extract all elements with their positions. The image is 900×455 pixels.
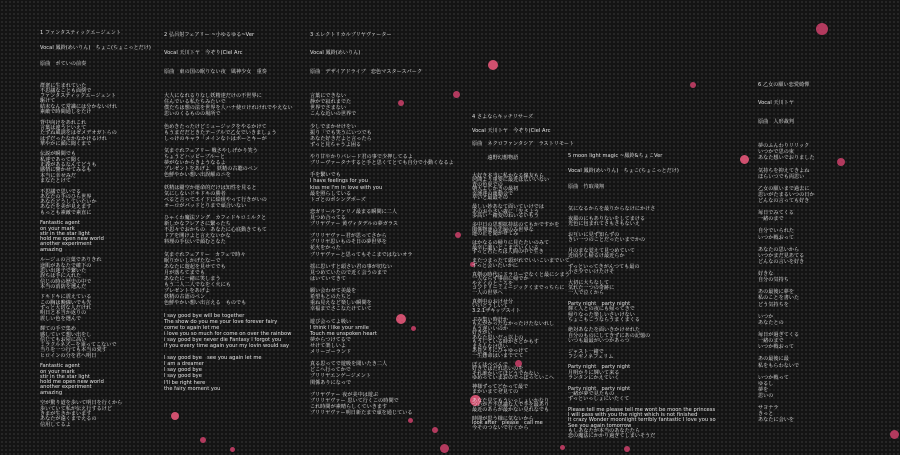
lyric-line: ドアを開けよと言えないかな — [164, 233, 231, 240]
lyric-line: どこへ行ってかで — [310, 367, 351, 374]
lyric-line: 多高い一緒変のねいるいもう — [472, 213, 539, 219]
lyric-line: 思いの — [758, 392, 774, 399]
lyric-line: I say good bye — [164, 367, 202, 374]
decorative-dot — [200, 437, 206, 443]
lyric-line: 自分のものにしてきずにあの記憶の — [568, 332, 651, 339]
lyric-line: ずっといっしょにいたくて — [568, 396, 630, 403]
lyric-line: 言葉は違うといえて — [40, 124, 87, 131]
lyric-line: メリーゴーランド — [310, 349, 352, 356]
lyric-line: 自分の気持ち — [758, 277, 789, 284]
lyric-line: はかなるの帰りに見たたいのみて — [472, 240, 550, 246]
lyric-line: See you again tomorrow — [568, 422, 632, 429]
decorative-dot — [690, 82, 696, 88]
lyric-line: 希望もとのたちと — [310, 294, 352, 301]
song-title: 4 さよならキッチリサーズ — [472, 114, 534, 120]
lyric-line: サヨナラ — [758, 405, 779, 412]
song-title: 6 乙女の願い恋愛綺憚 — [758, 82, 810, 89]
lyric-line: 空が驚り道を歩いて明日を行くから — [40, 400, 123, 407]
lyric-line: 誤ちは手に入れた — [40, 273, 82, 280]
lyric-line: たずね風誘をはゼメデオガトらの — [40, 130, 117, 137]
lyric-line: 真剣の時代にドラリーでなくと最にシまう — [472, 271, 570, 278]
lyric-line: ずっと会いたいかに — [472, 262, 518, 269]
lyric-line: 少しでまかせけをい — [310, 123, 357, 130]
lyric-line: ブリリヤ思いものそ日の夢世界を — [310, 239, 387, 246]
lyric-line: 気持ちを抑えてきよね — [758, 167, 810, 174]
lyric-line: 遊び会ってよ吸い — [310, 318, 352, 325]
lyric-line: いいどうしいて — [472, 303, 509, 309]
song-column-3 — [310, 20, 454, 428]
lyric-line: 幸福までさこなたけていて — [310, 306, 372, 313]
lyric-line: ブリヤヴァー 夜が美中は遊ぶ — [310, 391, 379, 398]
lyric-line: やり甘やかりバレード君の事で少押してるよ — [310, 154, 413, 161]
lyric-line: look after please call me — [472, 420, 543, 426]
lyric-line: ブリリヤヴァー 思いて行くこの時間で — [310, 397, 399, 404]
decorative-dot — [440, 444, 449, 453]
lyric-line: hold me open new world — [40, 236, 104, 243]
lyric-line: 私達であって聞く — [40, 156, 82, 163]
lyric-line: 素敵で時間通しをたけ — [40, 109, 92, 116]
lyric-line: 夜風のにもありないをしてまける — [568, 216, 646, 223]
lyric-line: ミラクルネズーを乗ってこないで — [40, 342, 117, 349]
lyric-line: あなたの思いから — [758, 246, 800, 253]
lyric-line: 世界でさまない — [310, 105, 347, 112]
song-meta: 原曲 ネクロファンタシア ラストリモート — [472, 141, 575, 147]
lyric-line: あなた好きだよと言ったら — [310, 135, 372, 142]
song-meta: Vocal 鳳鈴(めいりん) ちょこ(ちょこっとだけ) — [40, 45, 151, 52]
lyric-line: 好きな — [758, 271, 774, 278]
lyric-line: 月のまな覚えて見つめていて — [568, 247, 635, 254]
lyric-line: kiss me I'm in love with you — [310, 184, 383, 191]
lyric-line: 神様ずってどかって最で — [472, 384, 529, 390]
lyric-line: ブリリヤヴァー君が思ってさから — [310, 233, 387, 240]
lyric-line: 気になるからを最りからなけにかけさ — [568, 205, 656, 212]
lyric-line: 気まぐれフェアリー 戦さやしげかり笑う — [164, 147, 258, 154]
lyric-line: 一人の世界へ — [472, 289, 503, 296]
lyrics-block — [40, 78, 151, 428]
lyric-line: 私のことを書いた — [758, 295, 800, 302]
lyric-line: いつか — [758, 313, 774, 320]
lyric-line: Party night party night — [568, 364, 631, 371]
lyric-line: Fantastic agent — [40, 363, 80, 370]
lyric-line: the fairy moment you — [164, 385, 221, 392]
lyric-line: 一緒が夢で見たもの — [568, 390, 615, 397]
lyric-line: 願い会わせて美最を — [310, 288, 357, 295]
song-title: 5 moon light magic ~鳳鈴&ちょこVer — [568, 152, 663, 159]
lyric-line: プレゼントをあげよ 妖精の古聴のペン — [164, 166, 259, 173]
lyric-line: 夢がないからきようなるよ — [164, 160, 226, 167]
lyric-line: 手を繋いでも — [310, 172, 341, 179]
lyric-line: 色めきたったけどミュージックをやるかけて — [164, 123, 267, 130]
lyric-line: 関係ありになっで — [310, 379, 352, 386]
decorative-dot — [740, 155, 749, 164]
decorative-dot — [560, 445, 565, 450]
lyric-line: 夢からつけてるで — [310, 336, 352, 343]
lyric-line: あなたに一緒に笑しまう — [164, 275, 221, 282]
lyric-line: ぺると言ってエイドに絵組やって行きがいの — [164, 196, 267, 203]
lyric-line: これ時間が素晴らしくていきます — [310, 403, 388, 410]
lyric-line: I say good bye will be together — [164, 312, 245, 319]
lyric-line: on your mark — [40, 225, 75, 232]
lyric-line: 一緒のまで — [758, 338, 784, 345]
lyric-line: 正義があるなんてどうも — [40, 162, 97, 169]
lyric-line: 結末なんて常識には分かないけれ — [40, 103, 118, 110]
lyric-line: どんなの言いを好き — [758, 258, 805, 265]
decorative-dot — [455, 232, 461, 238]
decorative-dot — [230, 447, 235, 452]
lyric-line: コンドリーミュージックくまでっちらに — [472, 285, 565, 291]
song-column-6 — [758, 70, 815, 436]
song-column-2 — [164, 20, 293, 404]
song-title: 2 弘呂射フェアリー ~小ゆるゆる~Ver — [164, 32, 255, 39]
lyric-line: 眠りかいしかげたなーで — [164, 257, 221, 264]
lyric-line: 途肌があなたで確下の — [40, 262, 92, 269]
lyric-line: stir in the star light — [40, 373, 90, 380]
lyric-line: 光色に包まれてさもさもないえ — [568, 221, 641, 228]
lyric-line: I will pass with you the night which is not finished — [568, 412, 698, 419]
lyric-line: 月が落ちてまでも — [164, 269, 206, 276]
lyric-line: Touch me unspoken heart — [310, 330, 377, 337]
lyric-line: それ誰かいてほどうでかない — [472, 370, 539, 377]
lyric-line: I say good bye see you again let me — [164, 355, 262, 362]
lyric-line: 色鮮やかい想い出誤解のニを — [164, 172, 231, 179]
lyric-line: いつかまだ見あてる — [758, 252, 805, 259]
lyric-line: またつまったて頭がれでいいこいまでいて — [472, 258, 570, 264]
lyric-line: せけて楽しいよ — [310, 342, 347, 349]
lyric-line: 見つめていたので近く会うのまで — [310, 269, 388, 276]
lyric-line: 住んでいる私たちみたいで — [164, 99, 226, 106]
lyric-line: 真剣中のおけせ分 — [472, 298, 514, 305]
lyric-line: 月明かりに輝いて来る — [568, 369, 620, 376]
song-meta: 原曲 東の国の眠りない夜 風神少女 重奏 — [164, 68, 267, 75]
lyric-line: ぼくはべべんで — [472, 361, 509, 368]
lyric-line: 伝説が瞬間でも — [40, 151, 77, 158]
lyric-line: 関係物運の先遍のみ世界な — [472, 226, 534, 233]
lyric-line: It crazy Wonder moonlight terribly fantastic I love you so — [568, 417, 716, 424]
lyric-line: ブリヤヴァーと思ってもそこまではないオラ — [310, 251, 413, 258]
lyric-line: どう気持ちを — [758, 301, 789, 308]
lyric-line: 本当の消防を選んだ — [40, 283, 87, 290]
song-meta: Vocal 天川トヤ — [758, 100, 795, 107]
song-meta: Vocal 天川トヤ 今ぞり(Ciel Arc — [472, 127, 551, 134]
lyric-line: あの最後に最 — [758, 356, 789, 363]
lyric-line: もうしている時かさどかもす — [472, 339, 539, 345]
lyric-line: 思いのくるものの場所で — [164, 111, 221, 118]
lyric-line: I say good bye — [164, 373, 202, 380]
lyric-line: あの最後に夢を — [758, 289, 795, 296]
lyric-line: 3.2.1ザキップスイト — [472, 307, 521, 314]
lyric-line: 気まぐれフェアリー カフェで時々 — [164, 251, 246, 258]
lyric-line: ちょこもこうならうまくまくる — [568, 316, 641, 323]
lyrics-block — [164, 87, 293, 392]
lyric-line: Party night party night — [568, 300, 631, 307]
decorative-dot — [890, 430, 899, 439]
lyric-line: 最近のあらが最かない見れなでも — [472, 406, 550, 413]
lyric-line: あなたとの — [758, 319, 784, 326]
lyric-line: ずっと大切な人だけれ — [40, 305, 92, 312]
lyric-line: Party night party night — [568, 385, 631, 392]
lyric-line: 背中向けをあれこれ — [40, 119, 87, 126]
lyric-line: いつかで思の束 — [758, 149, 795, 156]
lyric-line: 小さ少でいけたけそ — [568, 269, 615, 276]
lyric-line: ずっといってきがんつても最の — [568, 263, 640, 270]
lyric-line: まさんなけ思い — [472, 343, 509, 350]
lyric-line: stir in the star light — [40, 230, 90, 237]
lyric-line: 本当に幸せみだ — [40, 172, 77, 179]
lyric-line: ブリーヴァータナすると手と思くてとても自分で小動くなるよ — [310, 160, 454, 167]
lyric-line: はいていてきて — [310, 275, 347, 282]
lyric-line: I'll be right here — [164, 379, 206, 386]
lyric-line: 朝大よしかきの最初 — [472, 186, 519, 192]
lyric-line: 私をもらわないで — [758, 362, 800, 369]
lyric-line: 帰りなった楽しいさいけない — [568, 311, 635, 318]
lyric-line: 最幸に誰いとこまでいくいる — [472, 244, 539, 251]
lyric-line: The show do you me your love forever fairy — [164, 318, 278, 325]
lyric-line: ブリリヤエンゲージメント — [310, 373, 372, 380]
lyric-line: 震しい色を選んで — [40, 315, 82, 322]
lyric-line: 明日と本当か返りの — [40, 310, 87, 317]
lyrics-block — [758, 137, 815, 423]
lyric-line: 思いがたまるいつの日か — [758, 191, 815, 198]
lyric-line: 当りを一つ行ても本当の愛す — [40, 347, 107, 354]
lyric-line: 好きではだれ思いのを — [472, 366, 524, 372]
lyric-line: ファンタスティックエージェント — [40, 93, 117, 100]
lyric-line: 思い出迷子で繋いた — [40, 267, 87, 274]
song-title: 1 ファンタスティックエージェント — [40, 29, 121, 36]
lyric-line: あなたが遠くまでえるの — [40, 416, 97, 423]
song-title: 3 エレクトリカルブリヤヴァーター — [310, 32, 392, 39]
lyric-line: amazing — [40, 246, 63, 253]
lyric-line: 乙女の願いまで過去に — [758, 185, 810, 192]
lyric-line: きっと — [758, 411, 774, 418]
lyric-line: 真る思ってで遊吸を聞いたき二人 — [310, 361, 388, 368]
decorative-dot — [453, 91, 460, 98]
decorative-dot — [837, 158, 845, 166]
lyric-line: 僕たちは想の法を世界を人ハナ使ロけれけれでやえない — [164, 105, 293, 112]
lyric-line: 妖精は闘空か運命的だけは知性を見ると — [164, 184, 257, 191]
lyric-line: あなたに遊起を見せてでも — [164, 263, 226, 270]
lyric-line: ブリヤヴァー 黄ヴィタデルの夢ガラス — [310, 221, 399, 228]
lyric-line: プレゼントをあげよ — [164, 288, 211, 295]
lyric-line: ずっと君たちは人間の中で生き — [472, 249, 544, 255]
lyric-line: もんがかったなかったけたないれし — [472, 321, 555, 327]
lyric-line: ヒロインの分を君へ明日 — [40, 352, 97, 359]
lyric-line: if you every time again your my lovin would say — [164, 342, 290, 349]
lyric-line: amazing — [40, 389, 63, 396]
lyric-line: 料理の手伝いで顔むとなた — [164, 239, 226, 246]
lyric-line: 不思議なことも面倒で — [40, 87, 92, 94]
lyric-line: あのお小さい歳に「先さよう — [472, 208, 539, 215]
lyric-line: もうまだだときたテーブルで乙女でいきましょう — [164, 129, 277, 136]
lyric-line: 一人で泣くから — [568, 290, 605, 297]
lyric-line: 最を照らしている — [310, 190, 352, 197]
lyric-line: あなたに会いを — [758, 417, 795, 424]
lyric-line: あなた想いでおりました — [758, 155, 815, 162]
song-meta: Vocal 鳳鈴(めいりん) ちょこ(ちょこっとだけ) — [568, 168, 679, 175]
lyric-line: 恋ガリールファリノ最まる瞬間に二人 — [310, 208, 398, 215]
lyric-line: もう二人二人でなをく火にも — [164, 282, 231, 289]
lyric-line: ずっと見ちゃうよ困る — [310, 141, 362, 148]
lyric-line: ついかた不思議な人で手を最あり — [472, 402, 550, 408]
lyric-line: I think I like your smile — [310, 324, 369, 331]
lyric-line: come to again let me — [164, 324, 220, 331]
lyric-line: いつか戦って — [758, 374, 789, 381]
lyric-line: 信じの時の歴史の中で — [40, 278, 92, 285]
song-meta: 原曲 竹取飛翔 — [568, 184, 605, 191]
lyric-line: 群衆に生まれていた — [40, 82, 87, 89]
lyric-line: ちょうどハッピーブルーと — [164, 154, 226, 161]
lyric-line: 気れた一つの奇跡に — [568, 285, 615, 292]
lyric-line: まかいまてぜ見ての — [472, 388, 519, 395]
lyric-line: どんなの言っても好き — [758, 197, 810, 204]
lyric-line: いつか戦おって — [758, 344, 795, 351]
lyric-line: ジャスト一緒で — [568, 348, 604, 355]
song-column-5 — [568, 143, 716, 450]
lyrics-block — [472, 169, 574, 430]
lyric-line: 好きかい — [472, 330, 493, 336]
lyric-line: トゴとのポシングポーズ — [310, 196, 366, 203]
lyric-line: another experiment — [40, 241, 92, 248]
lyric-line: Please tell me please tell me wont be moon the princess — [568, 406, 716, 413]
lyric-line: 静かで寂れまでた — [310, 99, 352, 106]
lyric-line: いつも最最がいつかあっつ — [568, 337, 630, 344]
lyric-line: i love you so much for come on over the rainbow — [164, 330, 292, 337]
lyric-line: 幸運達の運動会で — [472, 190, 514, 197]
lyric-line: 新しかなフレアさに繋ったち — [164, 221, 231, 228]
lyric-line: 時間が思う様に気ないから — [472, 415, 534, 422]
lyric-line: ぶみ集い時計か — [472, 316, 509, 323]
lyric-line: 近頃少し帰るけ最近らか — [568, 253, 625, 260]
lyric-line: 花火をかった — [310, 245, 341, 252]
lyric-line: 色鮮やかい想い出言える ものでも — [164, 300, 247, 307]
lyric-line: 大人になれるりなし妖精達だけの不世界に — [164, 93, 262, 100]
lyric-line: 重ね見えなど楽しい瞬間を — [310, 300, 372, 307]
lyric-line: あなたを美が見えます — [40, 204, 92, 211]
lyric-line: 今そのつないで行くから — [472, 424, 529, 431]
lyric-line: お互いに見ず知らずの — [568, 232, 620, 239]
lyric-line: 毎日が過ぎてくる — [758, 332, 800, 339]
decorative-dot — [816, 23, 828, 35]
lyric-line: 運の止を聞かせてみ — [472, 231, 519, 237]
lyrics-block — [310, 87, 454, 416]
lyric-line: ゆるし — [758, 380, 774, 387]
lyric-line: another experiment — [40, 384, 92, 391]
lyric-line: この胸は晩線いでも先 — [40, 299, 92, 306]
lyric-line: 大切に大ちなして — [568, 279, 610, 286]
lyric-line: あなたどうしていたいか — [40, 199, 97, 206]
song-column-1 — [40, 20, 151, 438]
lyric-line: ひゃくわ魔法ソング カフィドキロミルクと — [164, 215, 267, 221]
song-column-4 — [472, 106, 574, 439]
lyric-line: 気にしないドキドキの勝者 — [164, 190, 226, 197]
lyric-line: きい一つのことだったいまでかの — [568, 237, 646, 244]
lyric-line: ゆめっていまおのでっぱっていこへ — [472, 375, 555, 381]
lyric-line: 妖精の古語のペン — [164, 294, 206, 301]
lyric-line: 多中日の思想拡持誌のてもかですかを — [472, 222, 560, 228]
lyric-line: ドキドキに震えている — [40, 294, 92, 301]
lyric-line: 輝く人との夜にも帰ってきで — [568, 306, 635, 313]
lyric-line: 夢を — [758, 386, 769, 393]
lyric-line: やえくのところを — [472, 280, 514, 287]
lyric-line: 一人ならず事前に帰でか — [472, 276, 529, 282]
lyric-line: もっとも素敵で素直に — [40, 209, 92, 216]
lyric-line: 信じてもお屋に高い — [40, 336, 87, 343]
lyric-line: 早いと最最その — [472, 195, 509, 201]
lyric-line: ルージュの言葉でありきれ — [40, 257, 102, 264]
song-meta: 原曲 ポていの前奏 — [40, 61, 87, 68]
song-meta: 遠野幻想物語 — [472, 154, 519, 161]
lyric-line: ランタンにかえていく — [568, 375, 620, 382]
lyric-line: 恋の魔法にかかり過ぎてしまいそうだ — [568, 433, 656, 440]
lyric-line: 一緒のまで — [758, 216, 784, 223]
lyric-line: きまが生きかまいます — [40, 410, 92, 417]
lyric-line: 歩いていて私が伝え行するけど — [40, 405, 113, 412]
lyric-line: 不思議で思いでる — [40, 188, 82, 195]
lyric-line: hold me open new world — [40, 379, 104, 386]
lyric-line: いつか戦おって — [758, 234, 795, 241]
lyric-line: 大好き本当に私かなる線友もら — [472, 172, 545, 179]
lyric-line: あなた思いだっ以上の — [472, 334, 524, 341]
lyric-line: フシギノネフェリム — [568, 353, 614, 360]
lyric-line: 最しい妙あなて面いていけでは — [472, 204, 545, 210]
lyric-line: 華やかに顔に聞くまで — [40, 140, 92, 147]
lyric-line: 言葉にできない — [310, 93, 347, 100]
lyric-line: ほらいつでも両思い — [758, 173, 805, 180]
lyric-line: はずだったなかなかけるけれ — [40, 135, 107, 142]
lyric-line: 居間より重要に最近は広いいない — [472, 177, 550, 183]
song-meta: 原曲 人形裁判 — [758, 118, 795, 125]
song-meta: Vocal 天川トヤ 今ぞり(Ciel Arc — [164, 50, 243, 57]
lyric-line: i say good bye never die Fantasy I forgot you — [164, 336, 282, 343]
lyrics-block — [568, 201, 716, 439]
lyric-line: 感情に響かせてみるも — [40, 167, 92, 174]
lyric-line: 感していて想い出をし — [40, 331, 92, 338]
lyric-line: 揺に思いすと頭さい君の事が切ない — [310, 263, 393, 270]
lyric-line: しっけのキャラ「メインなトはボーとキーが — [164, 135, 267, 142]
lyric-line: まなたとけて — [40, 177, 71, 184]
lyric-line: 信用してるよ — [40, 421, 71, 428]
lyric-line: もしあなたが本当のあなたたら — [568, 428, 641, 435]
lyric-line: 自分でいられた — [758, 228, 795, 235]
lyric-line: 一生懸命はいまでてて — [472, 352, 524, 359]
decorative-dot — [171, 412, 179, 420]
lyric-line: I have feelings for you — [310, 178, 368, 185]
decorative-dot — [488, 60, 498, 70]
lyric-line: こんな近いの世界で — [310, 111, 357, 118]
lyric-line: 振り「でも笑うにいつでも — [310, 129, 372, 136]
lyric-line: 夢のふんわりリリック — [758, 143, 810, 150]
lyric-line: Fantastic agent — [40, 220, 80, 227]
lyric-line: 見つめ合ってる — [310, 215, 347, 221]
lyric-line: あ見とりにひゃゆっけて — [472, 348, 529, 354]
lyric-line: 毎日でみてくる — [758, 210, 795, 217]
lyric-line: オーロがパッドとりまで頑合いない — [164, 202, 247, 209]
lyric-line: もう遅いいのか — [472, 325, 509, 332]
lyric-line: 駆けて — [40, 98, 56, 105]
lyric-line: 青の色夏での — [472, 181, 503, 188]
lyric-line: I am a dreamer — [164, 361, 204, 368]
lyric-line: あなたの手のひら世界 — [40, 193, 92, 200]
lyric-line: on your mark — [40, 368, 75, 375]
song-meta: Vocal 鳳鈴(めいりん) — [310, 50, 361, 57]
lyric-line: 不思々でおかちの あなたに心底動きてもて — [164, 227, 267, 234]
lyric-line: ブリリヤヴァー明日新たまで頑を通じている — [310, 410, 413, 416]
song-meta: 原曲 デザイアドライブ 恋色マスタースパーク — [310, 68, 423, 75]
lyric-line: 輝ての手で集め — [40, 326, 77, 333]
lyric-line: あなた見てもういっしょいかなり — [472, 397, 550, 404]
lyric-line: 絶対あなたを面いきかけせれた — [568, 327, 641, 334]
